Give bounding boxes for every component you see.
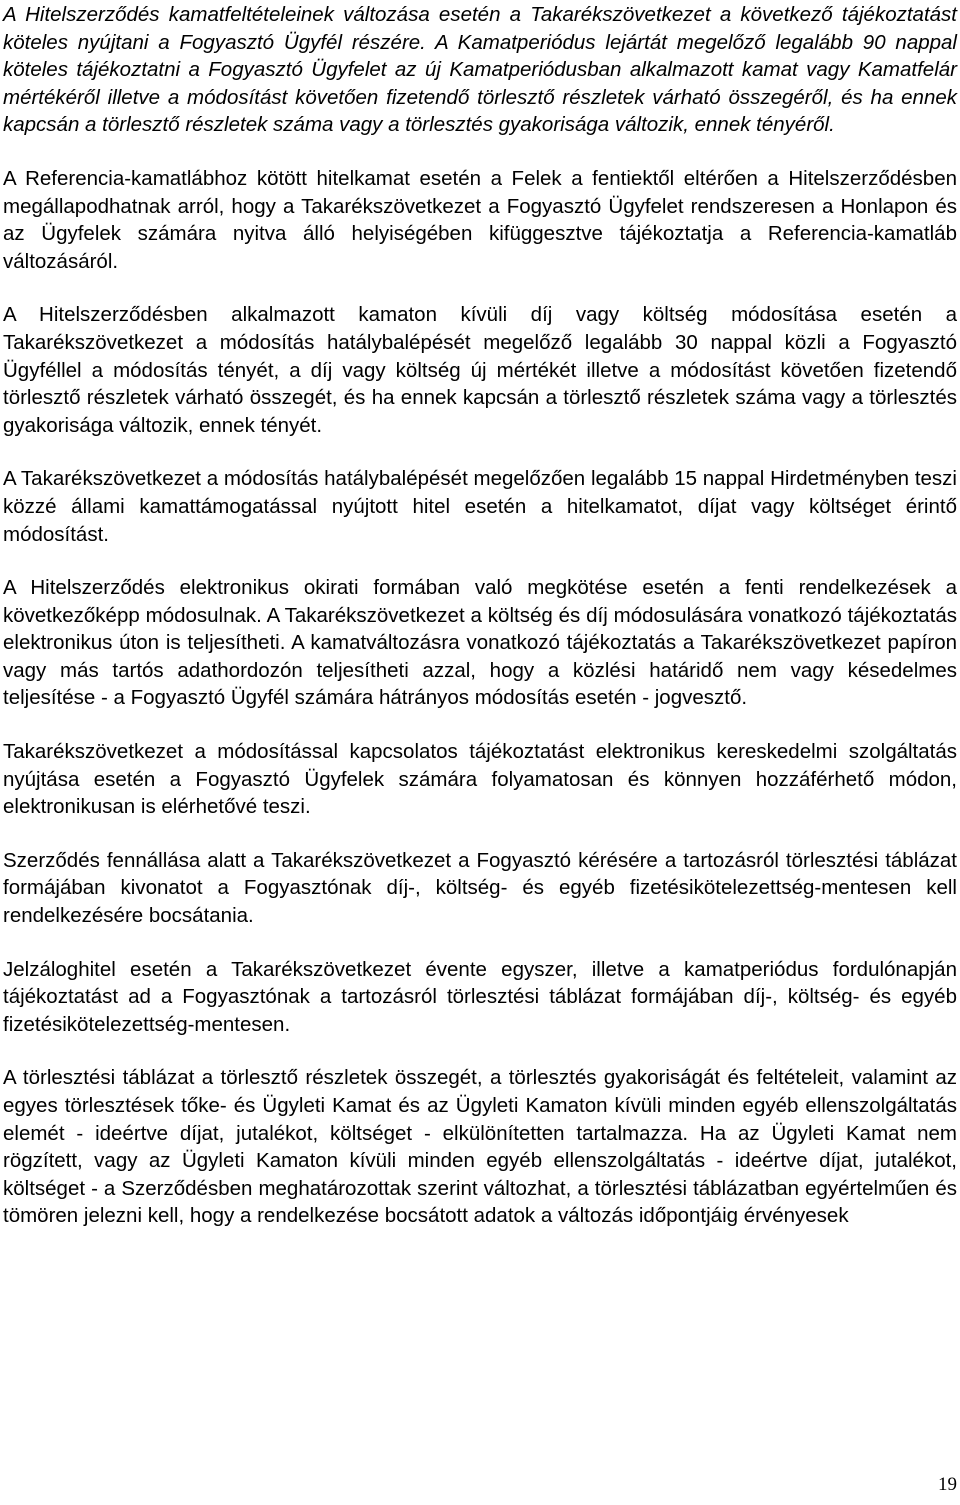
paragraph-mortgage-info: Jelzáloghitel esetén a Takarékszövetkezet évente egyszer, illetve a kamatperiódus fordulónapján tájékoztatást ad a Fogyasztónak a tartozásról törlesztési táblázat formájában díj-, költség- és egyéb fizetésikötelezettség-mentesen. xyxy=(3,957,957,1036)
paragraph-fee-change: A Hitelszerződésben alkalmazott kamaton kívüli díj vagy költség módosítása esetén a Takarékszövetkezet a módosítás hatálybalépését megelőző legalább 30 nappal közli a Fogyasztó Ügyféllel a módosítás tényét, a díj vagy költség új mértékét illetve a módosítást követően fizetendő törlesztő részletek várható összegét, és ha ennek kapcsán a törlesztő részletek száma vagy a törlesztés gyakorisága változik, ennek tényét. xyxy=(3,303,957,437)
paragraph-electronic-commerce: Takarékszövetkezet a módosítással kapcsolatos tájékoztatást elektronikus kereskedelmi szolgáltatás nyújtása esetén a Fogyasztó Ügyfelek számára folyamatosan és könnyen hozzáférhető módon, elektronikusan is elérhetővé teszi. xyxy=(3,740,957,819)
paragraph-interest-change-notice: A Hitelszerződés kamatfeltételeinek változása esetén a Takarékszövetkezet a következő tájékoztatást köteles nyújtani a Fogyasztó Ügyfél részére. A Kamatperiódus lejártát megelőző legalább 90 nappal köteles tájékoztatni a Fogyasztó Ügyfelet az új Kamatperiódusban alkalmazott kamat vagy Kamatfelár mértékéről illetve a módosítást követően fizetendő törlesztő részletek várható összegéről, és ha ennek kapcsán a törlesztő részletek száma vagy a törlesztés gyakorisága változik, ennek tényéről. xyxy=(3,3,957,137)
paragraph-electronic-contract: A Hitelszerződés elektronikus okirati formában való megkötése esetén a fenti rendelkezések a következőképp módosulnak. A Takarékszövetkezet a költség és díj módosulására vonatkozó tájékoztatás elektronikus úton is teljesítheti. A kamatváltozásra vonatkozó tájékoztatás a Takarékszövetkezet papíron vagy más tartós adathordozón teljesítheti azzal, hogy a közlési határidő nem vagy késedelmes teljesítése - a Fogyasztó Ügyfél számára hátrányos módosítás esetén - jogvesztő. xyxy=(3,576,957,710)
paragraph-state-subsidy: A Takarékszövetkezet a módosítás hatálybalépését megelőzően legalább 15 nappal Hirdetményben teszi közzé állami kamattámogatással nyújtott hitel esetén a hitelkamatot, díjat vagy költséget érintő módosítást. xyxy=(3,467,957,546)
paragraph-repayment-table-request: Szerződés fennállása alatt a Takarékszövetkezet a Fogyasztó kérésére a tartozásról törlesztési táblázat formájában kivonatot a Fogyasztónak díj-, költség- és egyéb fizetésikötelezettség-mentesen kell rendelkezésére bocsátania. xyxy=(3,848,957,928)
paragraph-repayment-table-content: A törlesztési táblázat a törlesztő részletek összegét, a törlesztés gyakoriságát és feltételeit, valamint az egyes törlesztések tőke- és Ügyleti Kamat és az Ügyleti Kamaton kívüli minden egyéb ellenszolgáltatás elemét - ideértve díjat, jutalékot, költséget - elkülönítetten tartalmazza. Ha az Ügyleti Kamat nem rögzített, vagy az Ügyleti Kamaton kívüli minden egyéb ellenszolgáltatás - ideértve díjat, jutalékot, költséget - a Szerződésben meghatározottak szerint változhat, a törlesztési táblázatban egyértelműen és tömören jelezni kell, hogy a rendelkezése bocsátott adatok a változás időpontjáig érvényesek xyxy=(3,1066,957,1228)
page-number: 19 xyxy=(938,1474,957,1495)
paragraph-reference-rate: A Referencia-kamatlábhoz kötött hitelkamat esetén a Felek a fentiektől eltérően a Hitelszerződésben megállapodhatnak arról, hogy a Takarékszövetkezet a Fogyasztó Ügyfelet rendszeresen a Honlapon és az Ügyfelek számára nyitva álló helyiségében kifüggesztve tájékoztatja a Referencia-kamatláb változásáról. xyxy=(3,166,957,273)
